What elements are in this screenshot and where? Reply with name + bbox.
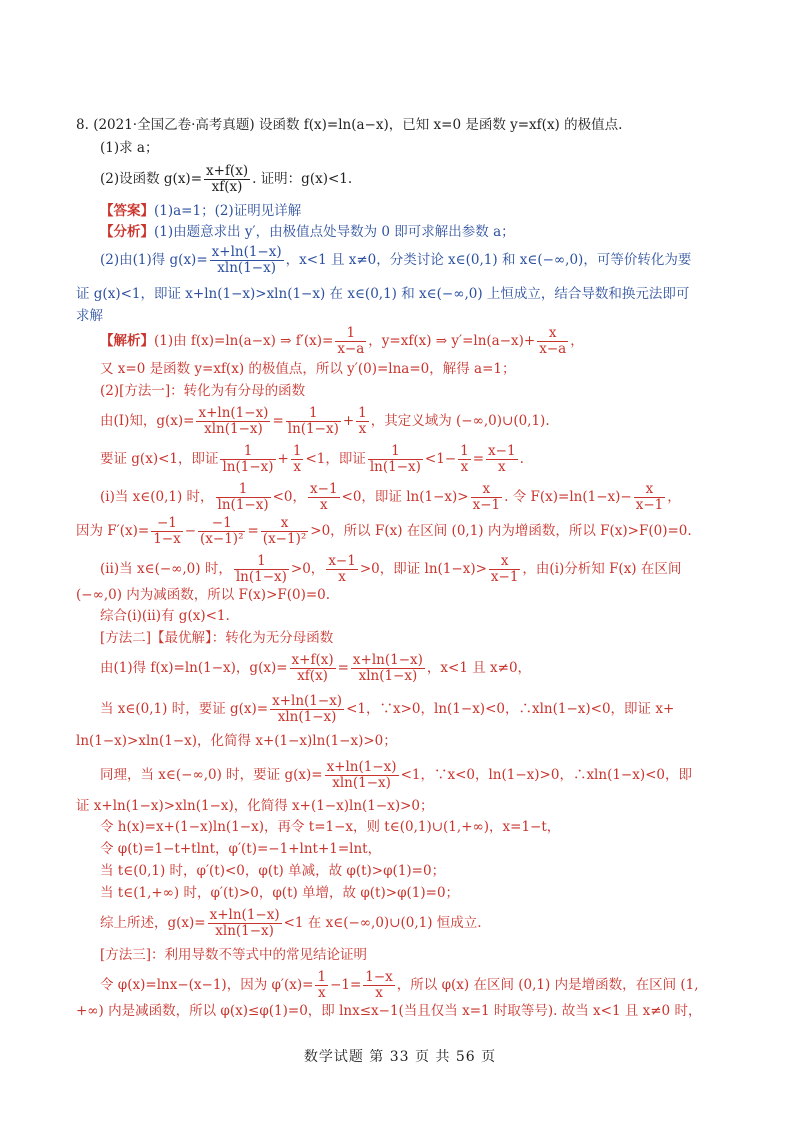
solution-line-21 bbox=[100, 908, 482, 939]
solution-line-24: +∞) 内是减函数，所以 φ(x)≤φ(1)=0，即 lnx≤x−1(当且仅当 x=1 时取等号). 故当 x<1 且 x≠0 时， bbox=[76, 1003, 702, 1019]
text: (1)由题意求出 y′，由极值点处导数为 0 即可求解出参数 a； bbox=[154, 224, 515, 240]
numerator: x+f(x) bbox=[206, 163, 249, 179]
denominator: xln(1−x) bbox=[215, 923, 274, 939]
numerator: 1 bbox=[358, 405, 367, 421]
text: = bbox=[337, 660, 349, 676]
fraction bbox=[325, 760, 399, 791]
solution-line-10: 综合(ⅰ)(ⅱ)有 g(x)<1. bbox=[100, 608, 230, 624]
solution-line-16: 证 x+ln(1−x)>xln(1−x)，化简得 x+(1−x)ln(1−x)>0； bbox=[76, 798, 434, 814]
fraction bbox=[261, 516, 308, 547]
fraction bbox=[486, 444, 518, 475]
fraction bbox=[356, 406, 369, 437]
numerator: −1 bbox=[151, 516, 183, 532]
fraction bbox=[196, 406, 270, 437]
text: >0，所以 F(x) 在区间 (0,1) 内为增函数，所以 F(x)>F(0)=0. bbox=[310, 523, 692, 539]
text: ，所以 φ(x) 在区间 (0,1) 内是增函数，在区间 (1, bbox=[396, 977, 699, 993]
solution-tag: 【解析】 bbox=[100, 333, 154, 349]
denominator: ln(1−x) bbox=[222, 459, 274, 475]
solution-line-9: (−∞,0) 内为减函数，所以 F(x)>F(0)=0. bbox=[76, 587, 331, 603]
denominator: x−1 bbox=[635, 497, 664, 513]
numerator: x+ln(1−x) bbox=[211, 244, 282, 260]
text: −1= bbox=[330, 977, 362, 993]
fraction bbox=[458, 444, 471, 475]
solution-line-3: (2)[方法一]：转化为有分母的函数 bbox=[100, 383, 306, 399]
solution-line-23 bbox=[100, 970, 699, 1001]
text: − bbox=[184, 523, 197, 539]
fraction bbox=[204, 164, 250, 195]
fraction bbox=[290, 653, 336, 684]
text: <1，∵x>0，ln(1−x)<0，∴xln(1−x)<0，即证 x+ bbox=[346, 701, 675, 717]
fraction bbox=[363, 970, 395, 1001]
numerator: x−1 bbox=[328, 553, 356, 569]
fraction bbox=[234, 554, 289, 585]
text: 同理，当 x∈(−∞,0) 时，要证 g(x)= bbox=[100, 767, 323, 783]
denominator: x−a bbox=[337, 341, 365, 357]
answer-tag: 【答案】 bbox=[100, 203, 154, 219]
numerator: 1 bbox=[292, 443, 302, 459]
denominator: x bbox=[358, 421, 367, 437]
solution-line-8 bbox=[100, 554, 681, 585]
fraction bbox=[489, 554, 521, 585]
text: ，x<1 且 x≠0，分类讨论 x∈(0,1) 和 x∈(−∞,0)，可等价转化为要 bbox=[285, 252, 692, 268]
numerator: x bbox=[261, 516, 308, 532]
text: . 证明：g(x)<1. bbox=[252, 171, 353, 187]
numerator: 1 bbox=[460, 443, 469, 459]
numerator: x+ln(1−x) bbox=[209, 907, 280, 923]
numerator: 1 bbox=[216, 482, 271, 498]
numerator: 1 bbox=[317, 969, 327, 985]
numerator: x bbox=[471, 482, 503, 498]
solution-line-15 bbox=[100, 760, 692, 791]
numerator: x+ln(1−x) bbox=[272, 693, 343, 709]
numerator: 1 bbox=[368, 444, 423, 460]
solution-line-17: 令 h(x)=x+(1−x)ln(1−x)，再令 t=1−x，则 t∈(0,1)∪(1,+∞)，x=1−t， bbox=[100, 819, 561, 835]
numerator: x bbox=[634, 482, 666, 498]
text: (2)设函数 g(x)= bbox=[100, 171, 203, 187]
numerator: 1 bbox=[220, 444, 275, 460]
fraction bbox=[270, 694, 344, 725]
text: <0， bbox=[272, 489, 307, 505]
numerator: 1−x bbox=[365, 969, 393, 985]
denominator: xln(1−x) bbox=[358, 668, 418, 684]
problem-stem bbox=[76, 116, 622, 134]
denominator: xln(1−x) bbox=[204, 421, 263, 437]
fraction bbox=[198, 516, 245, 547]
fraction bbox=[315, 970, 328, 1001]
answer-line bbox=[100, 202, 301, 220]
text: + bbox=[342, 413, 355, 429]
solution-line-4 bbox=[100, 406, 550, 437]
denominator: 1−x bbox=[153, 531, 181, 547]
text: 令 φ(x)=lnx−(x−1)，因为 φ′(x)= bbox=[100, 977, 314, 993]
problem-part2 bbox=[100, 164, 352, 195]
analysis-tag: 【分析】 bbox=[100, 224, 154, 240]
solution-line-6 bbox=[100, 482, 681, 513]
denominator: x−1 bbox=[490, 569, 519, 585]
problem-number: 8. bbox=[76, 117, 89, 133]
problem-text: 设函数 f(x)=ln(a−x)，已知 x=0 是函数 y=xf(x) 的极值点. bbox=[258, 117, 623, 133]
denominator: xln(1−x) bbox=[332, 775, 391, 791]
text: <0，即证 ln(1−x)> bbox=[341, 489, 469, 505]
denominator: xf(x) bbox=[211, 179, 243, 195]
solution-line-22: [方法三]：利用导数不等式中的常见结论证明 bbox=[100, 947, 368, 963]
numerator: x bbox=[489, 554, 521, 570]
fraction bbox=[208, 908, 282, 939]
fraction bbox=[326, 554, 358, 585]
text: ，y=xf(x) ⇒ y′=ln(a−x)+ bbox=[368, 333, 536, 349]
text: <1− bbox=[424, 451, 457, 467]
analysis-line-3: 证 g(x)<1，即证 x+ln(1−x)>xln(1−x) 在 x∈(0,1) 和 x∈(−∞,0) 上恒成立，结合导数和换元法即可 bbox=[76, 286, 690, 302]
fraction bbox=[291, 444, 304, 475]
denominator: xln(1−x) bbox=[217, 260, 276, 276]
text: . bbox=[519, 451, 524, 467]
text: = bbox=[472, 451, 485, 467]
analysis-line-2 bbox=[100, 245, 691, 276]
fraction bbox=[351, 653, 425, 684]
text: >0， bbox=[290, 561, 325, 577]
numerator: 1 bbox=[234, 554, 289, 570]
numerator: x−1 bbox=[310, 481, 338, 497]
denominator: xf(x) bbox=[297, 668, 328, 684]
numerator: 1 bbox=[335, 326, 366, 342]
text: <1，∵x<0，ln(1−x)>0，∴xln(1−x)<0，即 bbox=[400, 767, 693, 783]
problem-source: (2021·全国乙卷·高考真题) bbox=[93, 117, 255, 133]
text: ， bbox=[570, 333, 584, 349]
numerator: x+ln(1−x) bbox=[326, 759, 397, 775]
analysis-line-1 bbox=[100, 223, 515, 241]
solution-line-12 bbox=[100, 653, 531, 684]
denominator: x−a bbox=[539, 341, 567, 357]
text: <1 在 x∈(−∞,0)∪(0,1) 恒成立. bbox=[283, 915, 482, 931]
fraction bbox=[286, 406, 341, 437]
fraction bbox=[634, 482, 666, 513]
text: = bbox=[247, 523, 259, 539]
solution-line-1 bbox=[100, 326, 584, 357]
page-footer: 数学试题 第 33 页 共 56 页 bbox=[303, 1049, 497, 1065]
fraction bbox=[220, 444, 275, 475]
text: (2)由(1)得 g(x)= bbox=[100, 252, 208, 268]
denominator: (x−1)² bbox=[262, 531, 307, 547]
text: ，由(ⅰ)分析知 F(x) 在区间 bbox=[522, 561, 682, 577]
numerator: x+f(x) bbox=[291, 652, 334, 668]
denominator: ln(1−x) bbox=[217, 497, 269, 513]
solution-line-20: 当 t∈(1,+∞) 时，φ′(t)>0，φ(t) 单增，故 φ(t)>φ(1)=0； bbox=[100, 885, 460, 901]
numerator: x bbox=[537, 326, 568, 342]
denominator: x bbox=[460, 459, 469, 475]
numerator: −1 bbox=[198, 516, 245, 532]
solution-line-13 bbox=[100, 694, 674, 725]
text: (ⅰ)当 x∈(0,1) 时， bbox=[100, 489, 214, 505]
fraction bbox=[537, 326, 568, 357]
denominator: x bbox=[497, 459, 506, 475]
denominator: xln(1−x) bbox=[277, 709, 337, 725]
text: 要证 g(x)<1，即证 bbox=[100, 451, 219, 467]
fraction bbox=[471, 482, 503, 513]
fraction bbox=[216, 482, 271, 513]
denominator: x bbox=[293, 459, 301, 475]
denominator: (x−1)² bbox=[200, 531, 244, 547]
solution-line-2: 又 x=0 是函数 y=xf(x) 的极值点，所以 y′(0)=lna=0，解得 a=1； bbox=[100, 361, 516, 377]
text: 综上所述，g(x)= bbox=[100, 915, 206, 931]
answer-text: (1)a=1；(2)证明见详解 bbox=[154, 203, 302, 219]
fraction bbox=[368, 444, 423, 475]
text: (ⅱ)当 x∈(−∞,0) 时， bbox=[100, 561, 232, 577]
analysis-line-4: 求解 bbox=[76, 308, 103, 324]
fraction bbox=[335, 326, 366, 357]
fraction bbox=[151, 516, 183, 547]
solution-line-19: 当 t∈(0,1) 时，φ′(t)<0，φ(t) 单减，故 φ(t)>φ(1)=0； bbox=[100, 863, 446, 879]
denominator: x bbox=[317, 985, 326, 1001]
fraction bbox=[308, 482, 340, 513]
numerator: x−1 bbox=[488, 443, 516, 459]
text: = bbox=[272, 413, 284, 429]
problem-part1: (1)求 a； bbox=[100, 140, 159, 156]
denominator: x−1 bbox=[472, 497, 501, 513]
denominator: ln(1−x) bbox=[369, 459, 421, 475]
solution-line-18: 令 φ(t)=1−t+tlnt，φ′(t)=−1+lnt+1=lnt， bbox=[100, 841, 382, 857]
numerator: 1 bbox=[286, 406, 341, 422]
text: >0，即证 ln(1−x)> bbox=[359, 561, 487, 577]
solution-line-14: ln(1−x)>xln(1−x)，化简得 x+(1−x)ln(1−x)>0； bbox=[76, 733, 397, 749]
text: . 令 F(x)=ln(1−x)− bbox=[504, 489, 632, 505]
text: (1)由 f(x)=ln(a−x) ⇒ f′(x)= bbox=[154, 333, 334, 349]
text: ，其定义域为 (−∞,0)∪(0,1). bbox=[370, 413, 550, 429]
text: 因为 F′(x)= bbox=[76, 523, 150, 539]
denominator: ln(1−x) bbox=[287, 421, 339, 437]
text: 当 x∈(0,1) 时，要证 g(x)= bbox=[100, 701, 269, 717]
denominator: x bbox=[338, 569, 346, 585]
solution-line-7 bbox=[76, 516, 692, 547]
denominator: x bbox=[375, 985, 383, 1001]
solution-line-11: [方法二]【最优解】：转化为无分母函数 bbox=[100, 630, 334, 646]
solution-line-5 bbox=[100, 444, 524, 475]
text: ， bbox=[667, 489, 681, 505]
text: 由(Ⅰ)知，g(x)= bbox=[100, 413, 195, 429]
text: <1，即证 bbox=[305, 451, 366, 467]
denominator: x bbox=[319, 497, 328, 513]
denominator: ln(1−x) bbox=[235, 569, 287, 585]
fraction bbox=[210, 245, 284, 276]
text: ，x<1 且 x≠0， bbox=[426, 660, 532, 676]
numerator: x+ln(1−x) bbox=[352, 652, 423, 668]
numerator: x+ln(1−x) bbox=[198, 405, 269, 421]
text: + bbox=[277, 451, 289, 467]
text: 由(1)得 f(x)=ln(1−x)，g(x)= bbox=[100, 660, 288, 676]
